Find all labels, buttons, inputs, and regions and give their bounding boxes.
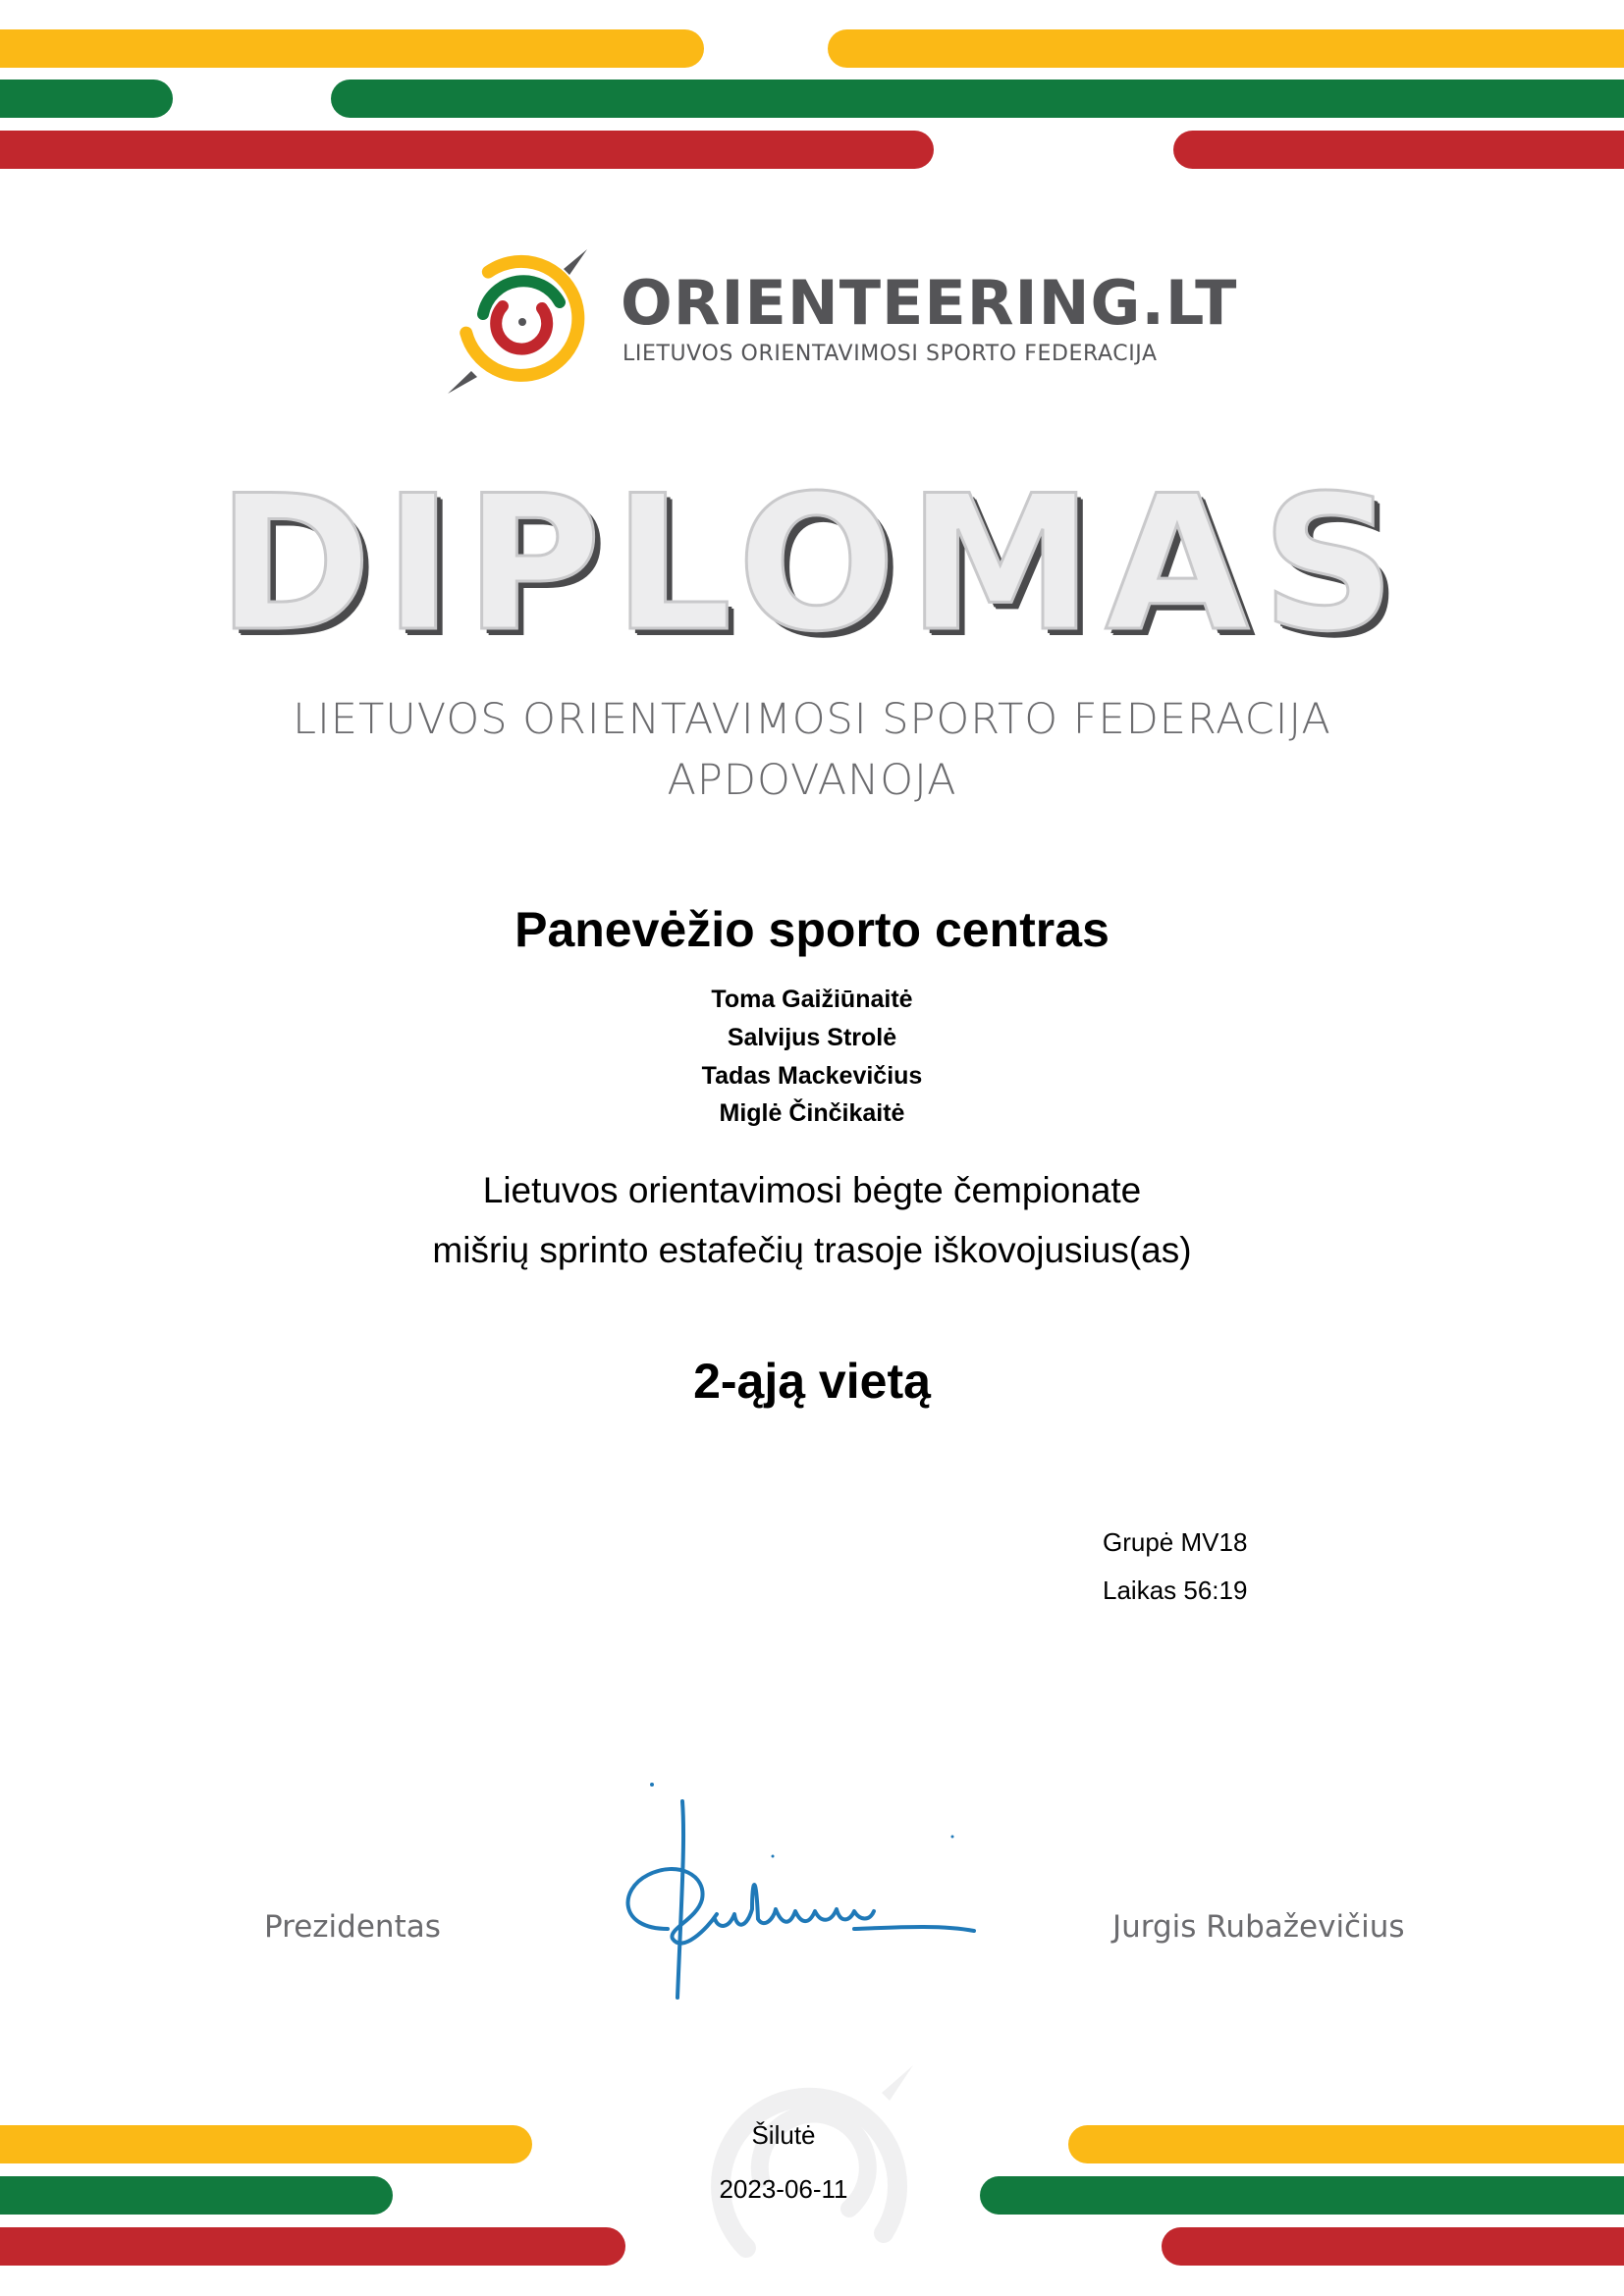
location-text: Šilutė <box>751 2120 816 2150</box>
achievement-line-2: mišrių sprinto estafečių trasoje iškovojusius(as) <box>432 1230 1192 1270</box>
team-name: Panevėžio sporto centras <box>514 902 1110 957</box>
team-member: Miglė Činčikaitė <box>719 1099 905 1127</box>
bottom-stripe-red-left <box>0 2227 625 2266</box>
team-member: Toma Gaižiūnaitė <box>711 986 913 1013</box>
top-stripe-red-right <box>1173 131 1624 169</box>
time-label: Laikas 56:19 <box>1103 1575 1248 1605</box>
date-text: 2023-06-11 <box>719 2174 848 2204</box>
group-label: Grupė MV18 <box>1103 1527 1248 1557</box>
top-stripe-green-left <box>0 80 173 118</box>
top-stripe-yellow-left <box>0 29 704 68</box>
top-stripe-green-right <box>331 80 1624 118</box>
place-text: 2-ąją vietą <box>693 1354 931 1409</box>
federation-name: LIETUVOS ORIENTAVIMOSI SPORTO FEDERACIJA <box>293 695 1331 744</box>
achievement-line-1: Lietuvos orientavimosi bėgte čempionate <box>482 1170 1142 1210</box>
team-member: Salvijus Strolė <box>727 1024 897 1051</box>
bottom-stripe-red-right <box>1162 2227 1624 2266</box>
handwritten-signature <box>609 1782 982 2007</box>
awards-text: APDOVANOJA <box>667 756 957 805</box>
top-stripe-red-left <box>0 131 934 169</box>
team-member: Tadas Mackevičius <box>701 1062 923 1090</box>
orienteering-compass-logo-icon <box>444 245 601 398</box>
signature-name: Jurgis Rubaževičius <box>1112 1909 1405 1945</box>
top-stripe-yellow-right <box>828 29 1624 68</box>
logo-subtitle: LIETUVOS ORIENTAVIMOSI SPORTO FEDERACIJA <box>623 342 1158 366</box>
diploma-title: DIPLOMAS <box>216 455 1408 672</box>
logo-title: ORIENTEERING.LT <box>621 267 1238 339</box>
signature-role: Prezidentas <box>264 1909 441 1945</box>
